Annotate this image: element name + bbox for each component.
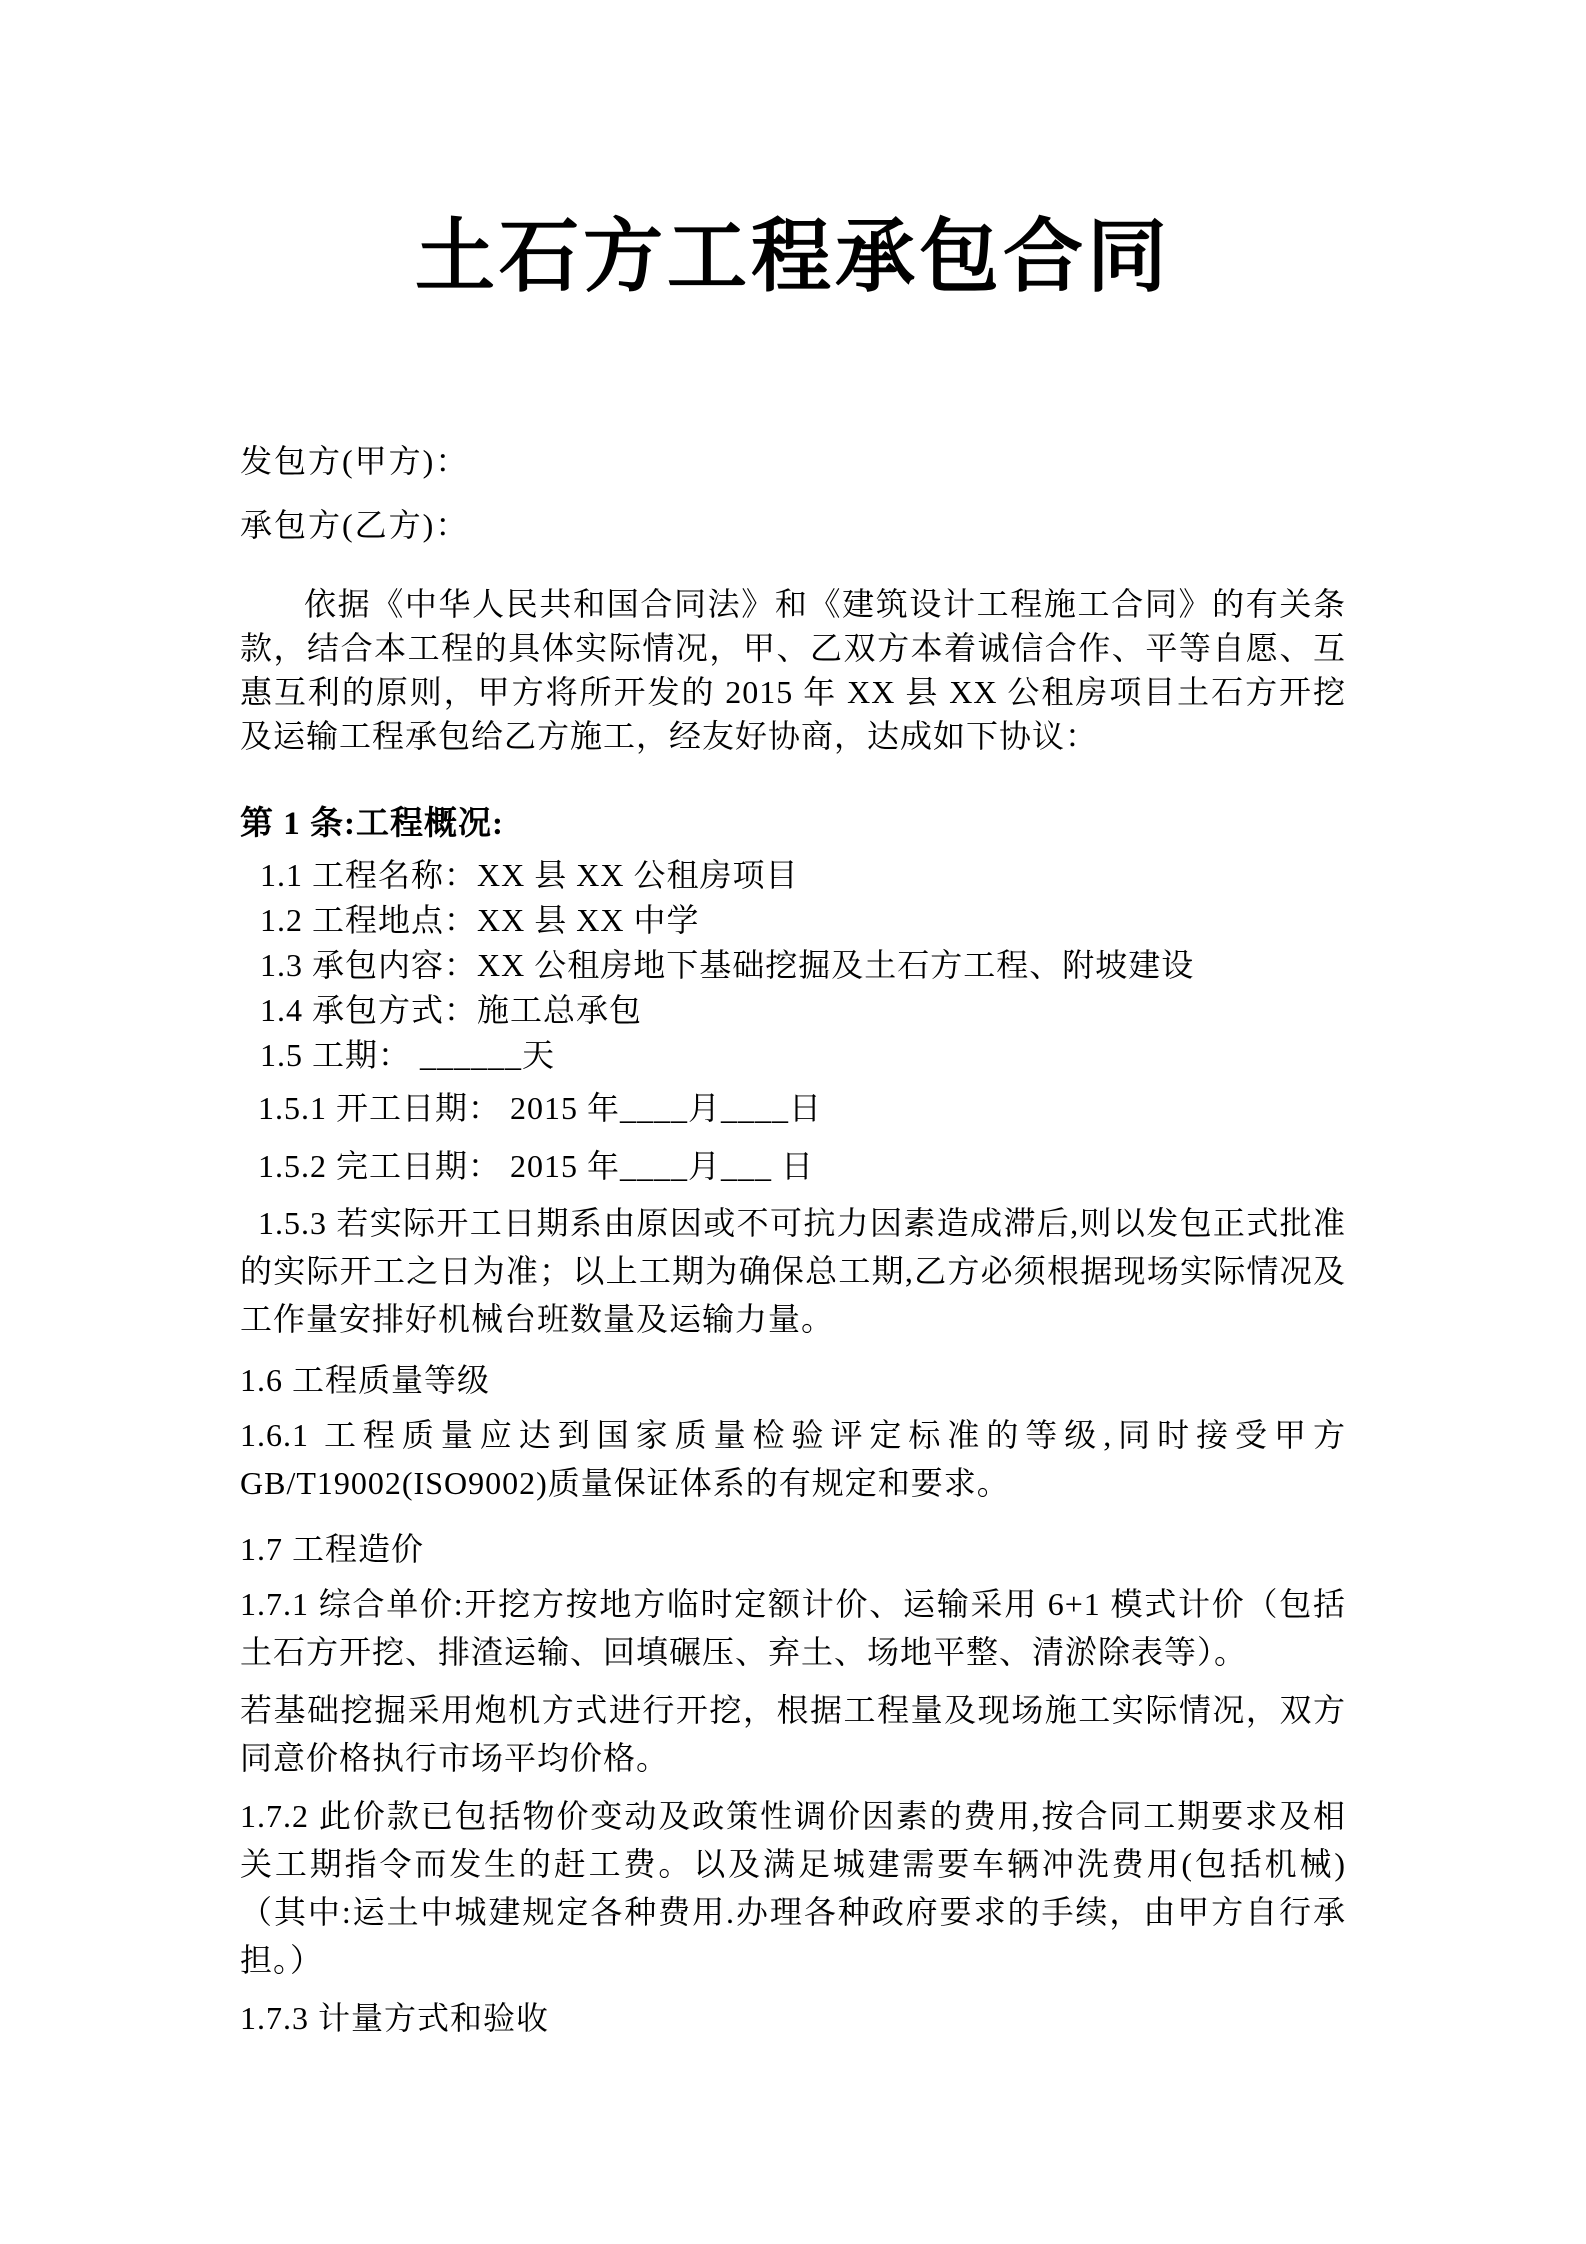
item-1-2-project-location: 1.2 工程地点：XX 县 XX 中学 (260, 902, 700, 938)
document-title: 土石方工程承包合同 (415, 214, 1171, 302)
item-1-3-contract-scope: 1.3 承包内容：XX 公租房地下基础挖掘及土石方工程、附坡建设 (260, 947, 1195, 983)
item-1-6-1-quality-standard: 1.6.1 工程质量应达到国家质量检验评定标准的等级,同时接受甲方 GB/T19002(ISO9002)质量保证体系的有规定和要求。 (240, 1417, 1346, 1501)
item-1-5-1-start-date: 1.5.1 开工日期： 2015 年____月____日 (258, 1090, 823, 1126)
item-1-7-2-price-inclusions: 1.7.2 此价款已包括物价变动及政策性调价因素的费用,按合同工期要求及相关工期指令而发生的赶工费。以及满足城建需要车辆冲洗费用(包括机械)（其中:运土中城建规定各种费用.办理各种政府要求的手续，由甲方自行承担。） (240, 1798, 1346, 1978)
item-1-1-project-name: 1.1 工程名称：XX 县 XX 公租房项目 (260, 857, 799, 893)
item-1-7-project-cost: 1.7 工程造价 (240, 1531, 425, 1567)
party-b-line: 承包方(乙方)： (240, 507, 470, 543)
intro-paragraph: 依据《中华人民共和国合同法》和《建筑设计工程施工合同》的有关条款，结合本工程的具体实际情况，甲、乙双方本着诚信合作、平等自愿、互惠互利的原则，甲方将所开发的 2015 年 XX 县 XX 公租房项目土石方开挖及运输工程承包给乙方施工，经友好协商，达成如下协议： (240, 586, 1346, 754)
item-1-7-1-blasting-note: 若基础挖掘采用炮机方式进行开挖，根据工程量及现场施工实际情况，双方同意价格执行市场平均价格。 (240, 1692, 1346, 1776)
item-1-7-1-unit-price: 1.7.1 综合单价:开挖方按地方临时定额计价、运输采用 6+1 模式计价（包括土石方开挖、排渣运输、回填碾压、弃土、场地平整、清淤除表等）。 (240, 1586, 1346, 1670)
item-1-5-duration: 1.5 工期： ______天 (260, 1037, 556, 1073)
article-1-items (240, 853, 1346, 1078)
item-1-5-3-delay-clause: 1.5.3 若实际开工日期系由原因或不可抗力因素造成滞后,则以发包正式批准的实际开工之日为准；以上工期为确保总工期,乙方必须根据现场实际情况及工作量安排好机械台班数量及运输力量。 (240, 1205, 1346, 1337)
item-1-6-quality-grade: 1.6 工程质量等级 (240, 1362, 491, 1398)
article-1-heading: 第 1 条:工程概况: (240, 806, 504, 842)
item-1-7-3-measurement-acceptance: 1.7.3 计量方式和验收 (240, 2000, 550, 2036)
item-1-4-contract-method: 1.4 承包方式：施工总承包 (260, 992, 643, 1028)
item-1-5-2-finish-date: 1.5.2 完工日期： 2015 年____月___ 日 (258, 1148, 815, 1184)
party-a-line: 发包方(甲方)： (240, 443, 470, 479)
document-content (0, 212, 1586, 2041)
